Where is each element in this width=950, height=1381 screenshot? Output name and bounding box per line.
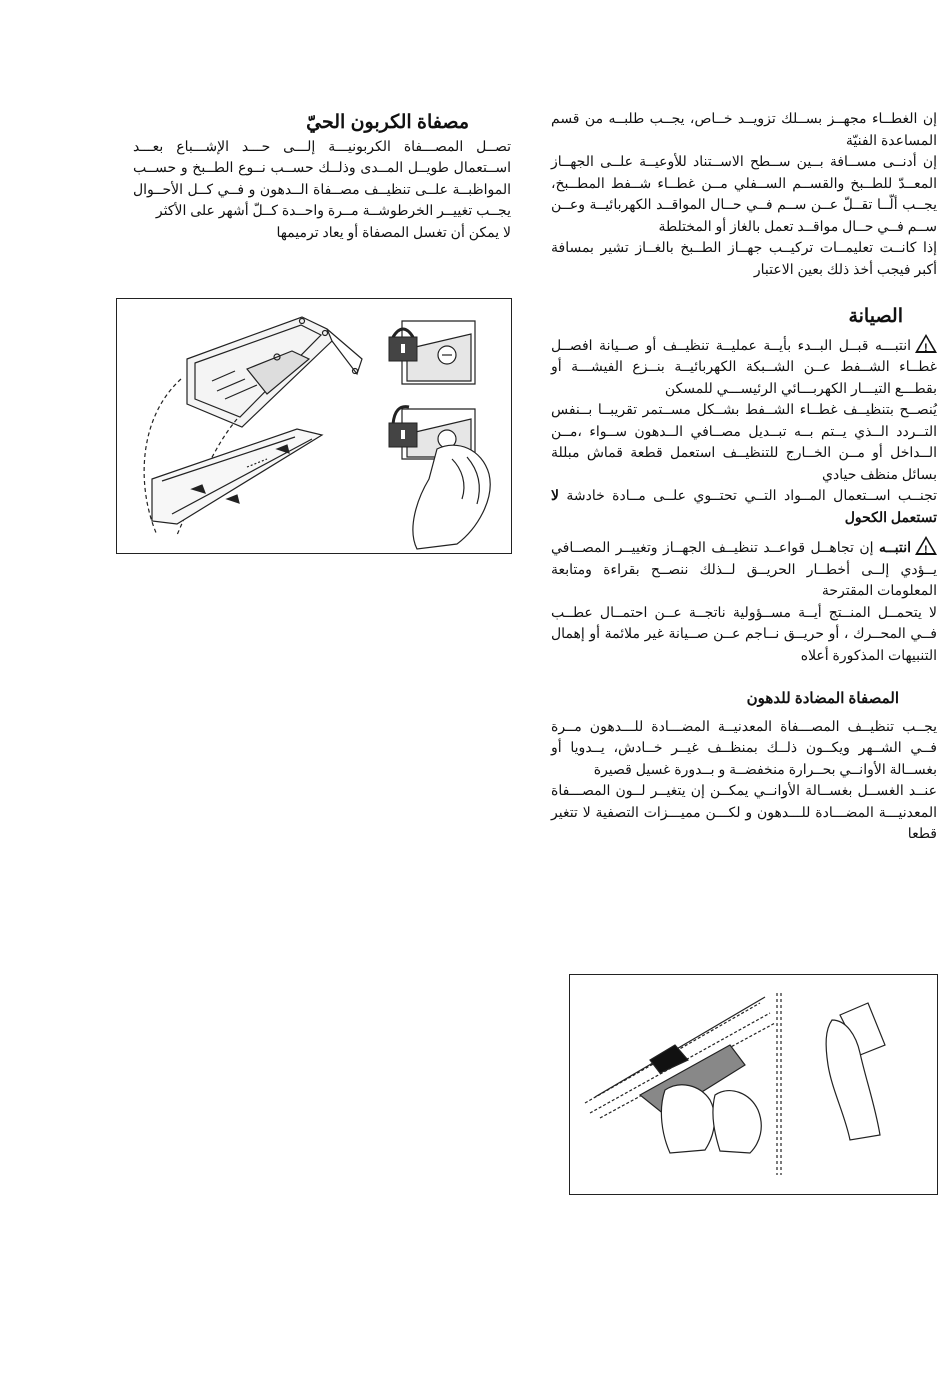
warning-1-label: انتبـــه bbox=[874, 336, 911, 353]
carbon-filter-heading: مصفاة الكربون الحيّ bbox=[306, 112, 469, 133]
cleaning-paragraph-1: يُنصــح بتنظيــف غطــاء الشــفط بشــكل مســتمر تقريبــا بــنفس التــردد الــذي يــتم بــه تبــديل مصــافي الــدهون ســواء ،مــن الــداخل أو مــن الخــارج للتنظيــف استعمل قطعة قماش مبللة بسائل منظف حيادي bbox=[551, 401, 937, 482]
left-column bbox=[133, 112, 511, 243]
warning-paragraph-1 bbox=[551, 334, 937, 400]
warning-2-text: إن تجاهــل قواعــد تنظيــف الجهــاز وتغييــر المصــافي يــؤدي إلــى أخطــار الحريــق لــذلك ننصــح بقراءة ومتابعة المعلومات المقترحة bbox=[551, 539, 937, 598]
intro-paragraph-3: إذا كانــت تعليمــات تركيــب جهــاز الطــبخ بالغــاز تشير بمسافة أكبر فيجب أخذ ذلك بعين الاعتبار bbox=[551, 239, 937, 277]
intro-paragraph-1: إن الغطــاء مجهــز بســلك تزويــد خــاص، يجــب طلبــه من قسم المساعدة الفنيّة bbox=[551, 110, 937, 148]
grease-filter-heading: المصفاة المضادة للدهون bbox=[746, 690, 899, 707]
grease-filter-illustration bbox=[570, 975, 937, 1194]
carbon-filter-figure bbox=[116, 298, 512, 554]
warning-triangle-icon: ! bbox=[915, 334, 937, 353]
carbon-paragraph-1: تصــل المصـــفاة الكربونيـــة إلـــى حـــد الإشـــباع بعـــد اســتعمال طويــل المــدى وذلــك حســب نــوع الطــبخ و حســب المواظبــة علــى تنظيــف مصــفاة الــدهون و فــي كــل الأحــوال يجــب تغييــر الخرطوشــة مــرة واحــدة كــلّ أشهر على الأكثر bbox=[133, 137, 511, 218]
carbon-filter-illustration bbox=[117, 299, 511, 553]
maintenance-heading: الصيانة bbox=[848, 306, 903, 327]
cleaning-2-text: تجنــب اســتعمال المــواد التــي تحتــوي علــى مــادة خادشة bbox=[566, 487, 938, 503]
warning-1-text: قبــل البــدء بأيــة عمليــة تنظيــف أو صــيانة افصــل غطــاء الشــفط عــن الشــبكة الكهربائيــة بنــزع الفيشـــة أو بقطـــع التيـــار الكهربـــائي الرئيســـي للمسكن bbox=[551, 336, 937, 396]
cleaning-paragraph-2 bbox=[551, 485, 937, 528]
grease-paragraph-2: عنــد الغســل بغســالة الأوانــي يمكــن إن يتغيــر لــون المصـــفاة المعدنيـــة المضـــادة للـــدهون و لكـــن مميـــزات التصفية لا تتغير قطعا bbox=[551, 782, 937, 841]
carbon-paragraph-2: لا يمكن أن تغسل المصفاة أو يعاد ترميمها bbox=[276, 223, 511, 240]
warning-triangle-icon: ! bbox=[915, 536, 937, 555]
grease-paragraph-1: يجــب تنظيــف المصـــفاة المعدنيــة المضـــادة للـــدهون مــرة فــي الشــهر ويكــون ذلــك بمنظــف غيــر خــادش، يــدويا أو بغســالة الأوانــي بحــرارة منخفضــة و بــدورة غسيل قصيرة bbox=[551, 717, 937, 777]
liability-paragraph: لا يتحمــل المنــتج أيــة مســؤولية ناتجــة عــن احتمــال عطــب فــي المحــرك ، أو حريــق نــاجم عــن صــيانة غير ملائمة أو إهمال التنبيهات المذكورة أعلاه bbox=[551, 603, 937, 663]
warning-2-label: انتبــه bbox=[879, 539, 911, 555]
padlock-closed-icon bbox=[389, 329, 417, 361]
warning-paragraph-2 bbox=[551, 536, 937, 602]
grease-filter-figure bbox=[569, 974, 938, 1195]
padlock-open-icon bbox=[389, 407, 417, 447]
no-alcohol-text: لا تستعمل الكحول bbox=[551, 487, 937, 525]
intro-paragraph-2: إن أدنــى مســافة بــين ســطح الاســتناد للأوعيــة علــى الجهــاز المعــدّ للطــبخ والقســم الســفلي مــن غطــاء شــفط المطــبخ، يجــب ألّــا تقــلّ عــن ســم فــي حــال المواقــد الكهربائيــة وعــن ســم فــي حــال مواقــد تعمل بالغاز أو المختلطة bbox=[551, 153, 937, 234]
right-column bbox=[551, 108, 937, 845]
